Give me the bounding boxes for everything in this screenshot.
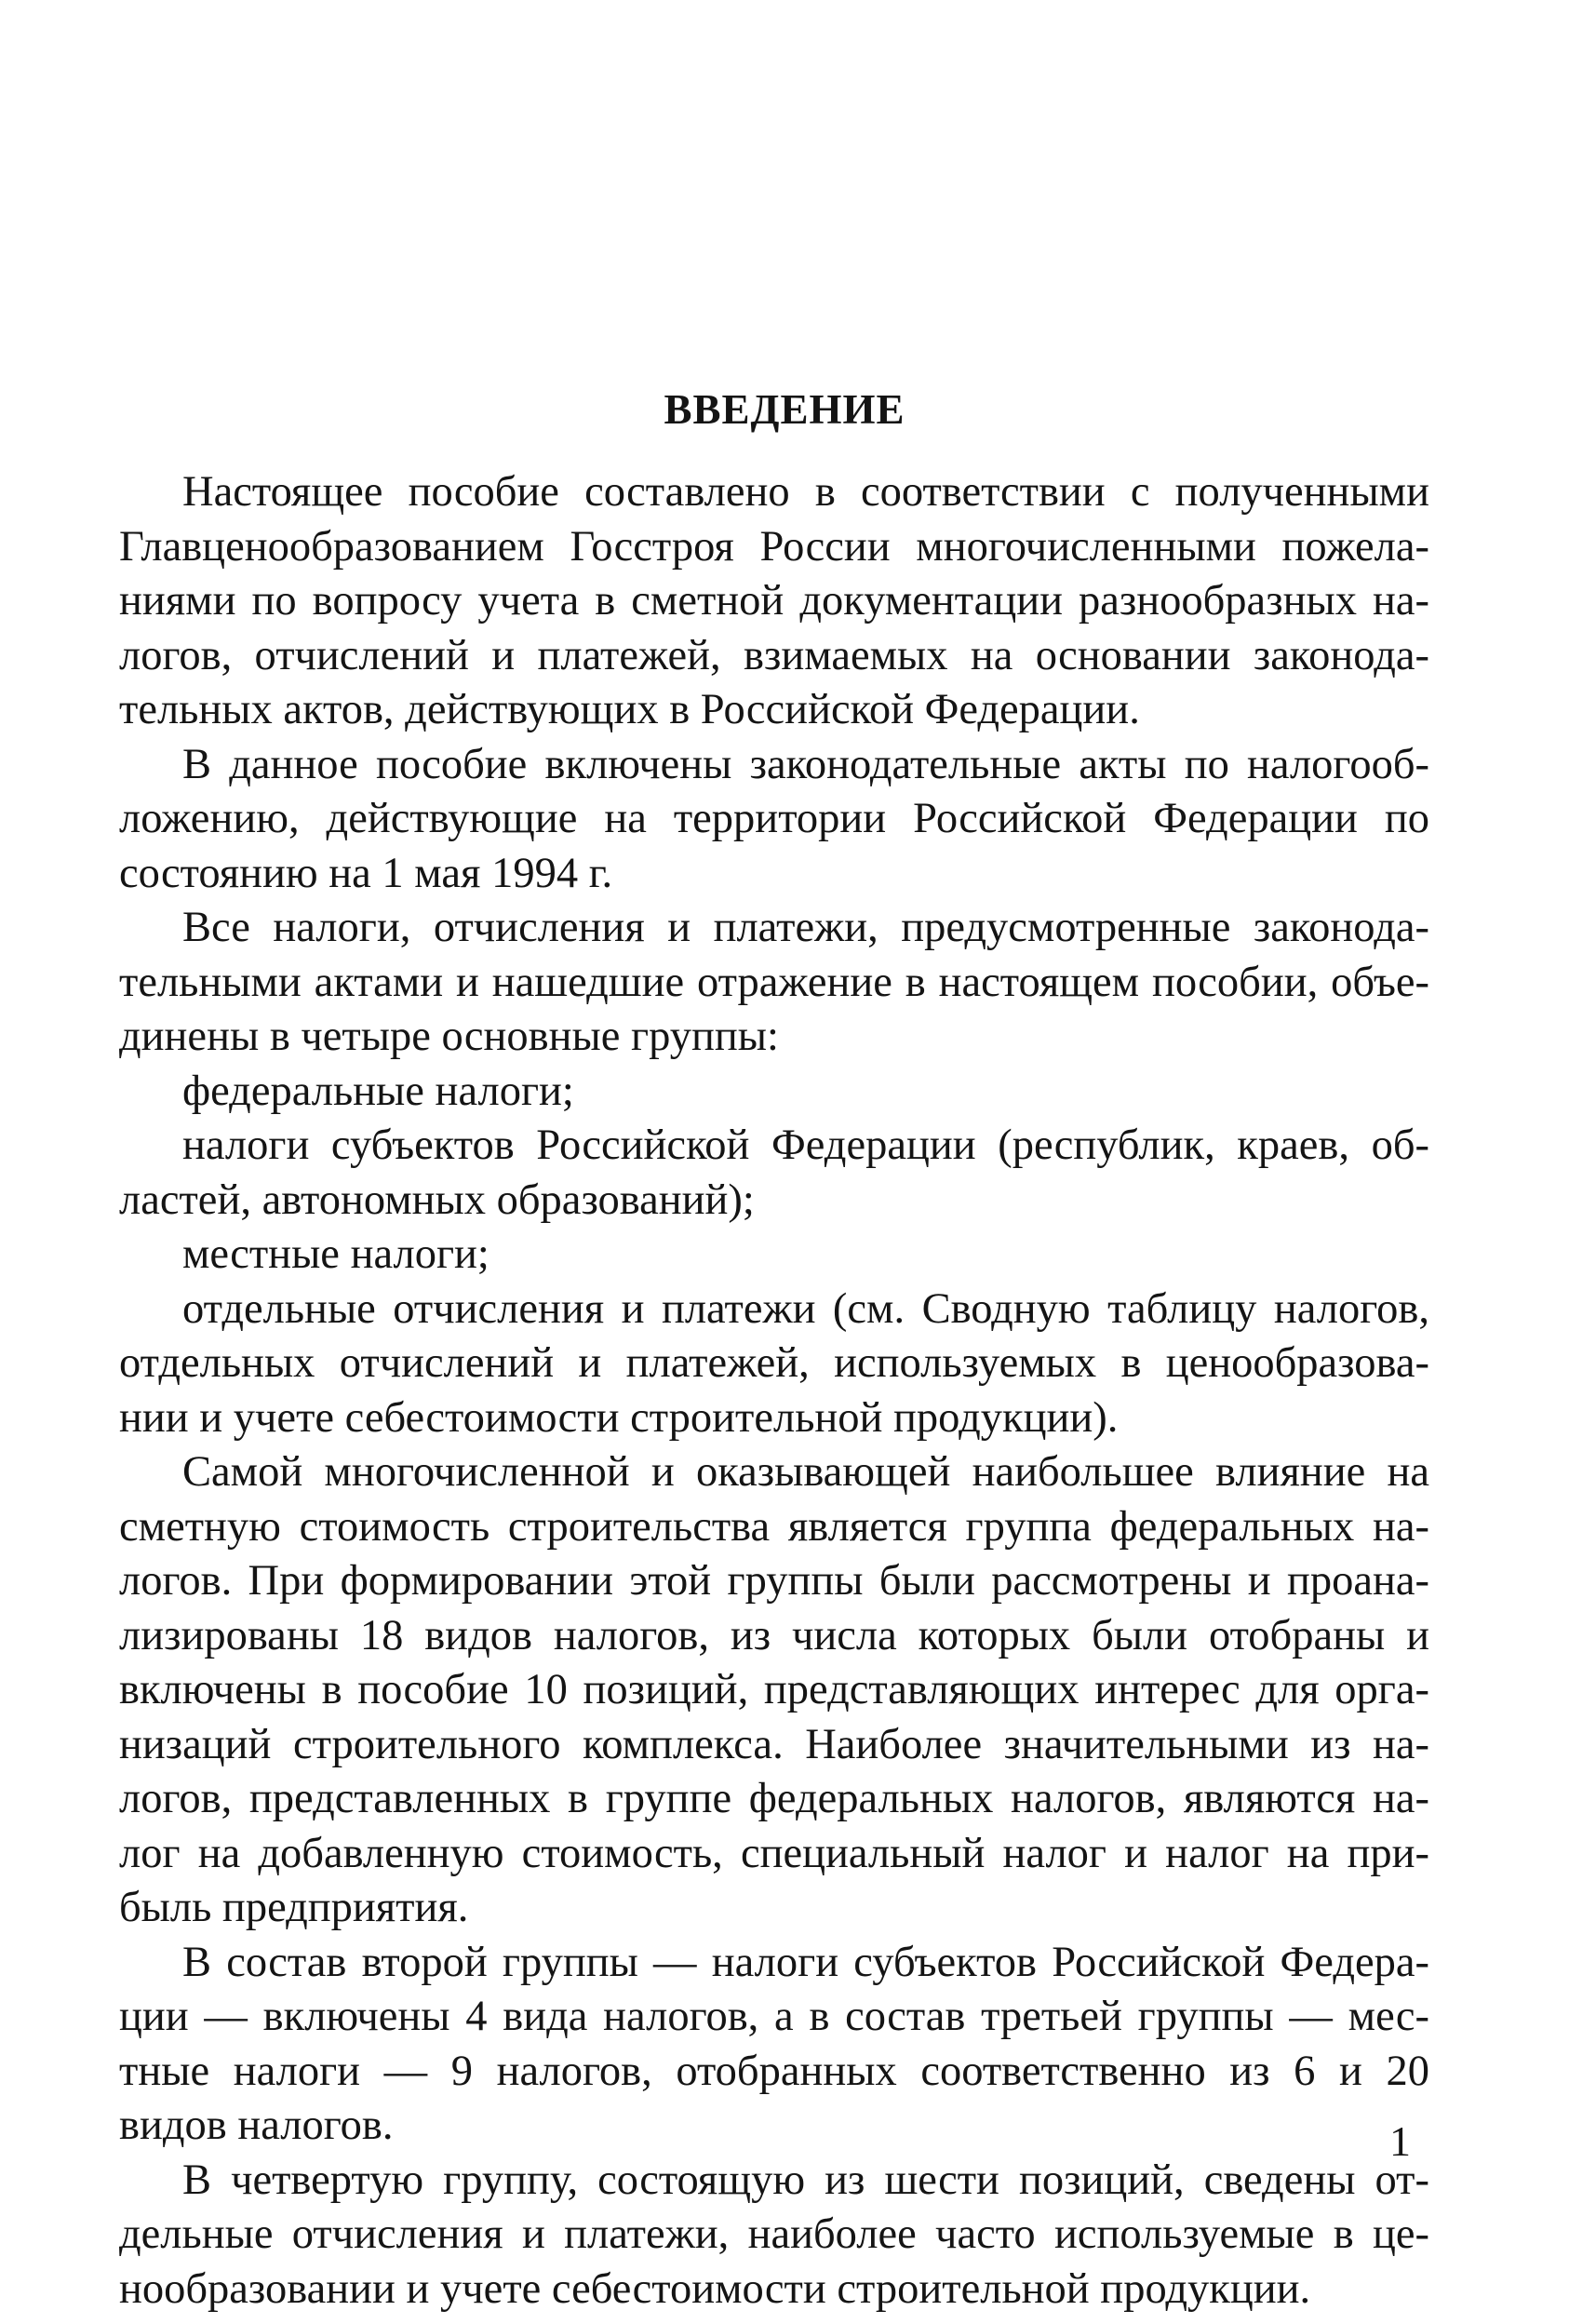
paragraph-line: ластей, автономных образований); [119,1175,755,1224]
paragraph-line: налоги субъектов Российской Федерации (республик, краев, об- [182,1122,1429,1169]
page-number: 1 [1389,2117,1411,2165]
paragraph-line: видов налогов. [119,2102,394,2149]
paragraph-line: местные налоги; [182,1230,489,1278]
body-text [119,465,1429,2317]
paragraph-line: нии и учете себестоимости строительной продукции). [119,1393,1119,1442]
paragraph-line: дельные отчисления и платежи, наиболее часто используемые в це- [119,2210,1429,2258]
paragraph-line: В данное пособие включены законодательные акты по налогооб- [182,740,1429,788]
paragraph-line: логов, отчислений и платежей, взимаемых на основании законода- [119,631,1429,679]
paragraph-line: быль предприятия. [119,1884,469,1931]
paragraph-line: лизированы 18 видов налогов, из числа которых были отобраны и [119,1611,1429,1659]
paragraph-line: нообразовании и учете себестоимости строительной продукции. [119,2264,1311,2313]
paragraph-line: В состав второй группы — налоги субъектов Российской Федера- [182,1938,1429,1986]
paragraph-line: ниями по вопросу учета в сметной документации разнообразных на- [119,577,1429,625]
paragraph-line: тные налоги — 9 налогов, отобранных соответственно из 6 и 20 [119,2047,1429,2095]
paragraph-line: лог на добавленную стоимость, специальный налог и налог на при- [119,1829,1429,1877]
paragraph-line: тельных актов, действующих в Российской Федерации. [119,686,1140,733]
paragraph-line: тельными актами и нашедшие отражение в настоящем пособии, объе- [119,958,1429,1006]
paragraph-line: включены в пособие 10 позиций, представляющих интерес для орга- [119,1666,1429,1713]
paragraph-line: ции — включены 4 вида налогов, а в состав третьей группы — мес- [119,1993,1429,2040]
paragraph-line: состоянию на 1 мая 1994 г. [119,849,613,897]
paragraph-line: отдельных отчислений и платежей, используемых в ценообразова- [119,1339,1429,1387]
paragraph-line: сметную стоимость строительства является группа федеральных на- [119,1502,1429,1551]
paragraph-line: логов, представленных в группе федеральных налогов, являются на- [119,1775,1429,1822]
paragraph-line: Настоящее пособие составлено в соответствии с полученными [182,468,1429,516]
paragraph-line: отдельные отчисления и платежи (см. Сводную таблицу налогов, [182,1284,1429,1333]
paragraph-line: В четвертую группу, состоящую из шести позиций, сведены от- [182,2156,1429,2204]
paragraph-line: Самой многочисленной и оказывающей наибольшее влияние на [182,1448,1429,1496]
paragraph-line: Все налоги, отчисления и платежи, предусмотренные законода- [182,904,1429,951]
paragraph-line: Главценообразованием Госстроя России многочисленными пожела- [119,522,1429,571]
paragraph-line: низаций строительного комплекса. Наиболее значительными из на- [119,1720,1429,1768]
paragraph-line: логов. При формировании этой группы были рассмотрены и проана- [119,1557,1429,1605]
paragraph-line: федеральные налоги; [182,1067,574,1115]
paragraph-line: динены в четыре основные группы: [119,1013,779,1060]
paragraph-line: ложению, действующие на территории Российской Федерации по [119,795,1429,842]
page-title: ВВЕДЕНИЕ [664,386,905,433]
